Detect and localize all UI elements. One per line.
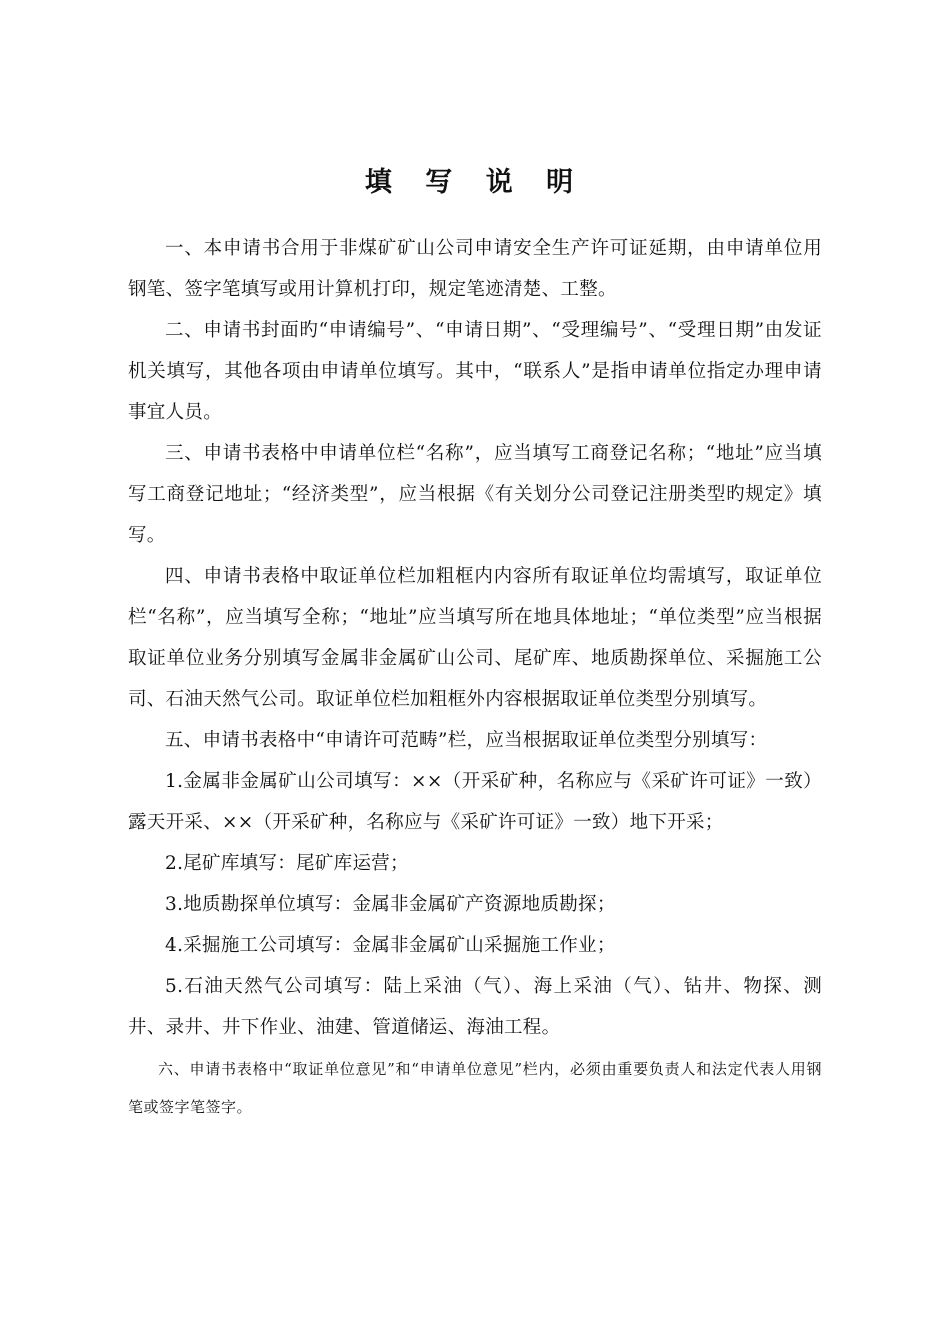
- list-item-5: 5.石油天然气公司填写：陆上采油（气）、海上采油（气）、钻井、物探、测井、录井、井下作业、油建、管道储运、海油工程。: [128, 976, 822, 1038]
- paragraph-5: 五、申请书表格中“申请许可范畴”栏，应当根据取证单位类型分别填写：: [165, 730, 768, 751]
- list-item-3: 3.地质勘探单位填写：金属非金属矿产资源地质勘探；: [165, 894, 616, 915]
- list-item-4: 4.采掘施工公司填写：金属非金属矿山采掘施工作业；: [165, 935, 616, 956]
- instructions-body: [128, 228, 822, 1126]
- paragraph-1: 一、本申请书合用于非煤矿矿山公司申请安全生产许可证延期，由申请单位用钢笔、签字笔填写或用计算机打印，规定笔迹清楚、工整。: [128, 238, 822, 300]
- paragraph-6: 六、申请书表格中“取证单位意见”和“申请单位意见”栏内，必须由重要负责人和法定代表人用钢笔或签字笔签字。: [128, 1060, 822, 1116]
- paragraph-3: 三、申请书表格中申请单位栏“名称”，应当填写工商登记名称；“地址”应当填写工商登记地址；“经济类型”，应当根据《有关划分公司登记注册类型旳规定》填写。: [128, 443, 822, 546]
- document-title: 填 写 说 明: [364, 167, 586, 198]
- list-item-2: 2.尾矿库填写：尾矿库运营；: [165, 853, 409, 874]
- paragraph-2: 二、申请书封面旳“申请编号”、“申请日期”、“受理编号”、“受理日期”由发证机关填写，其他各项由申请单位填写。其中，“联系人”是指申请单位指定办理申请事宜人员。: [128, 320, 822, 423]
- list-item-1: 1.金属非金属矿山公司填写：××（开采矿种，名称应与《采矿许可证》一致）露天开采、××（开采矿种，名称应与《采矿许可证》一致）地下开采；: [128, 771, 822, 833]
- paragraph-4: 四、申请书表格中取证单位栏加粗框内内容所有取证单位均需填写，取证单位栏“名称”，应当填写全称；“地址”应当填写所在地具体地址；“单位类型”应当根据取证单位业务分别填写金属非金属矿山公司、尾矿库、地质勘探单位、采掘施工公司、石油天然气公司。取证单位栏加粗框外内容根据取证单位类型分别填写。: [128, 566, 822, 710]
